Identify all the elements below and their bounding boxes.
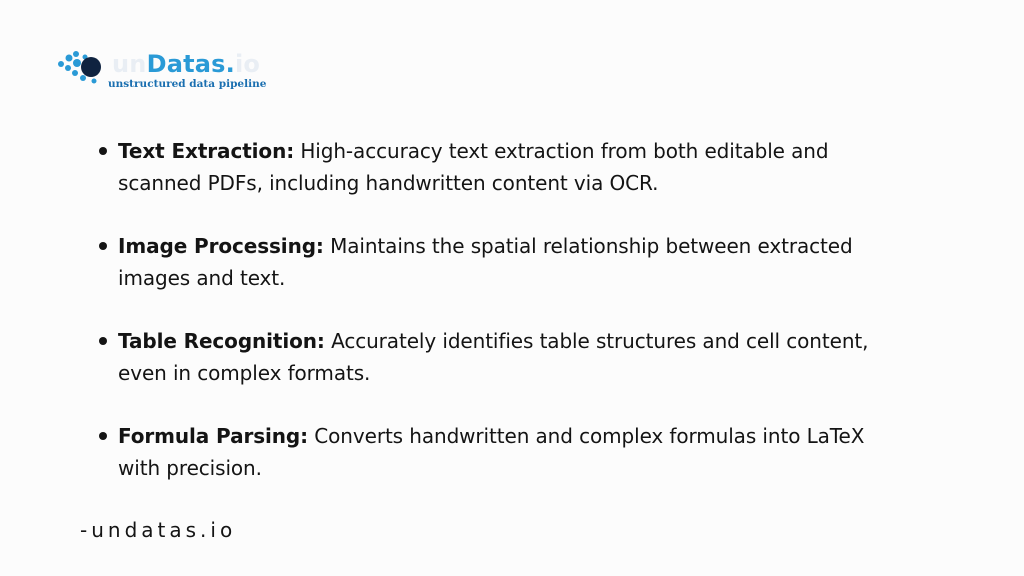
feature-item-formula-parsing — [97, 420, 897, 484]
feature-item-image-processing — [97, 230, 897, 294]
feature-title: Text Extraction: — [118, 139, 295, 163]
feature-description: High-accuracy text extraction from both editable and scanned PDFs, including handwritten content via OCR. — [118, 139, 829, 195]
feature-title: Formula Parsing: — [118, 424, 309, 448]
feature-list — [97, 135, 897, 515]
feature-description: Maintains the spatial relationship between extracted images and text. — [118, 234, 853, 290]
bullet-icon — [99, 147, 107, 155]
feature-description: Converts handwritten and complex formulas into LaTeX with precision. — [118, 424, 865, 480]
bullet-icon — [99, 337, 107, 345]
feature-item-table-recognition — [97, 325, 897, 389]
molecule-dots-icon — [54, 48, 110, 88]
footer-site-text: -undatas.io — [80, 518, 237, 542]
logo-tagline: unstructured data pipeline — [108, 78, 267, 90]
logo-wordmark — [112, 50, 260, 78]
logo-suffix: io — [234, 50, 261, 78]
feature-description: Accurately identifies table structures and cell content, even in complex formats. — [118, 329, 869, 385]
feature-title: Image Processing: — [118, 234, 324, 258]
feature-title: Table Recognition: — [118, 329, 325, 353]
bullet-icon — [99, 242, 107, 250]
brand-logo — [54, 48, 284, 98]
bullet-icon — [99, 432, 107, 440]
logo-name: Datas. — [146, 50, 235, 78]
feature-item-text-extraction — [97, 135, 897, 199]
logo-prefix: un — [112, 50, 147, 78]
